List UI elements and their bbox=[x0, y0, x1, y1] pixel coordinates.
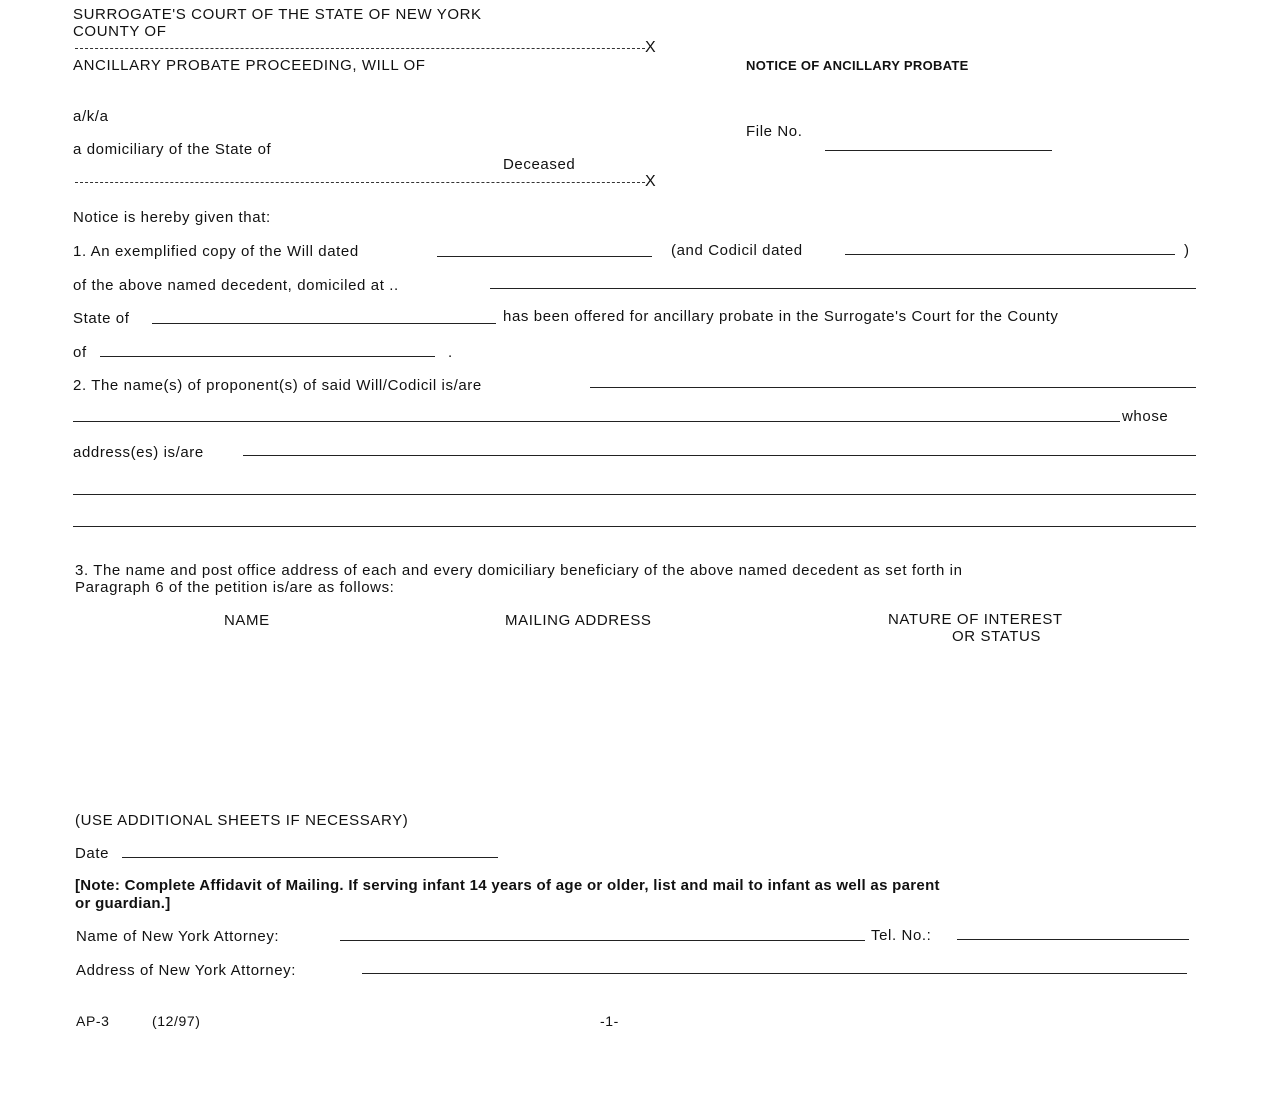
file-no-label: File No. bbox=[746, 123, 803, 140]
court-heading: SURROGATE'S COURT OF THE STATE OF NEW YORK bbox=[73, 6, 482, 23]
intro-text: Notice is hereby given that: bbox=[73, 209, 271, 226]
tel-field[interactable] bbox=[957, 939, 1189, 940]
whose-label: whose bbox=[1122, 408, 1169, 425]
column-header-address: MAILING ADDRESS bbox=[505, 612, 652, 629]
will-date-field[interactable] bbox=[437, 256, 652, 257]
codicil-date-field[interactable] bbox=[845, 254, 1175, 255]
caption-x-mark: X bbox=[645, 173, 656, 190]
column-header-interest: NATURE OF INTEREST bbox=[888, 611, 1063, 628]
codicil-close-paren: ) bbox=[1184, 242, 1190, 259]
codicil-dated-label: (and Codicil dated bbox=[671, 242, 803, 259]
county-of-label: of bbox=[73, 344, 87, 361]
mailing-note-2: or guardian.] bbox=[75, 895, 171, 912]
address-field[interactable] bbox=[243, 455, 1196, 456]
proponents-label: 2. The name(s) of proponent(s) of said Will/Codicil is/are bbox=[73, 377, 482, 394]
attorney-address-label: Address of New York Attorney: bbox=[76, 962, 297, 979]
aka-label: a/k/a bbox=[73, 108, 109, 125]
form-date: (12/97) bbox=[152, 1013, 201, 1029]
county-period: . bbox=[448, 344, 453, 361]
domicile-field[interactable] bbox=[490, 288, 1196, 289]
page-number: -1- bbox=[600, 1013, 619, 1029]
file-no-field[interactable] bbox=[825, 150, 1052, 151]
document-title: NOTICE OF ANCILLARY PROBATE bbox=[746, 58, 969, 73]
deceased-label: Deceased bbox=[503, 156, 576, 173]
date-field[interactable] bbox=[122, 857, 498, 858]
form-id: AP-3 bbox=[76, 1013, 110, 1029]
address-field-2[interactable] bbox=[73, 494, 1196, 495]
proponents-field[interactable] bbox=[590, 387, 1196, 388]
tel-label: Tel. No.: bbox=[871, 927, 932, 944]
caption-x-mark: X bbox=[645, 39, 656, 56]
beneficiaries-text: 3. The name and post office address of each and every domiciliary beneficiary of the above named decedent as set forth in bbox=[75, 562, 963, 579]
offered-text: has been offered for ancillary probate in the Surrogate's Court for the County bbox=[503, 308, 1059, 325]
proceeding-label: ANCILLARY PROBATE PROCEEDING, WILL OF bbox=[73, 57, 426, 74]
state-field[interactable] bbox=[152, 323, 496, 324]
date-label: Date bbox=[75, 845, 110, 862]
domiciliary-label: a domiciliary of the State of bbox=[73, 141, 272, 158]
attorney-name-field[interactable] bbox=[340, 940, 865, 941]
attorney-name-label: Name of New York Attorney: bbox=[76, 928, 280, 945]
proponents-field-2[interactable] bbox=[73, 421, 1120, 422]
caption-divider bbox=[75, 48, 645, 49]
will-dated-label: 1. An exemplified copy of the Will dated bbox=[73, 243, 359, 260]
state-of-label: State of bbox=[73, 310, 130, 327]
county-label: COUNTY OF bbox=[73, 23, 167, 40]
column-header-name: NAME bbox=[224, 612, 270, 629]
additional-sheets-note: (USE ADDITIONAL SHEETS IF NECESSARY) bbox=[75, 812, 409, 829]
address-label: address(es) is/are bbox=[73, 444, 204, 461]
column-header-status: OR STATUS bbox=[952, 628, 1042, 645]
domiciled-at-label: of the above named decedent, domiciled at .. bbox=[73, 277, 399, 294]
address-field-3[interactable] bbox=[73, 526, 1196, 527]
beneficiaries-text-2: Paragraph 6 of the petition is/are as follows: bbox=[75, 579, 395, 596]
mailing-note: [Note: Complete Affidavit of Mailing. If serving infant 14 years of age or older, list and mail to infant as well as parent bbox=[75, 877, 940, 894]
caption-divider bbox=[75, 182, 645, 183]
attorney-address-field[interactable] bbox=[362, 973, 1187, 974]
county-field[interactable] bbox=[100, 356, 435, 357]
